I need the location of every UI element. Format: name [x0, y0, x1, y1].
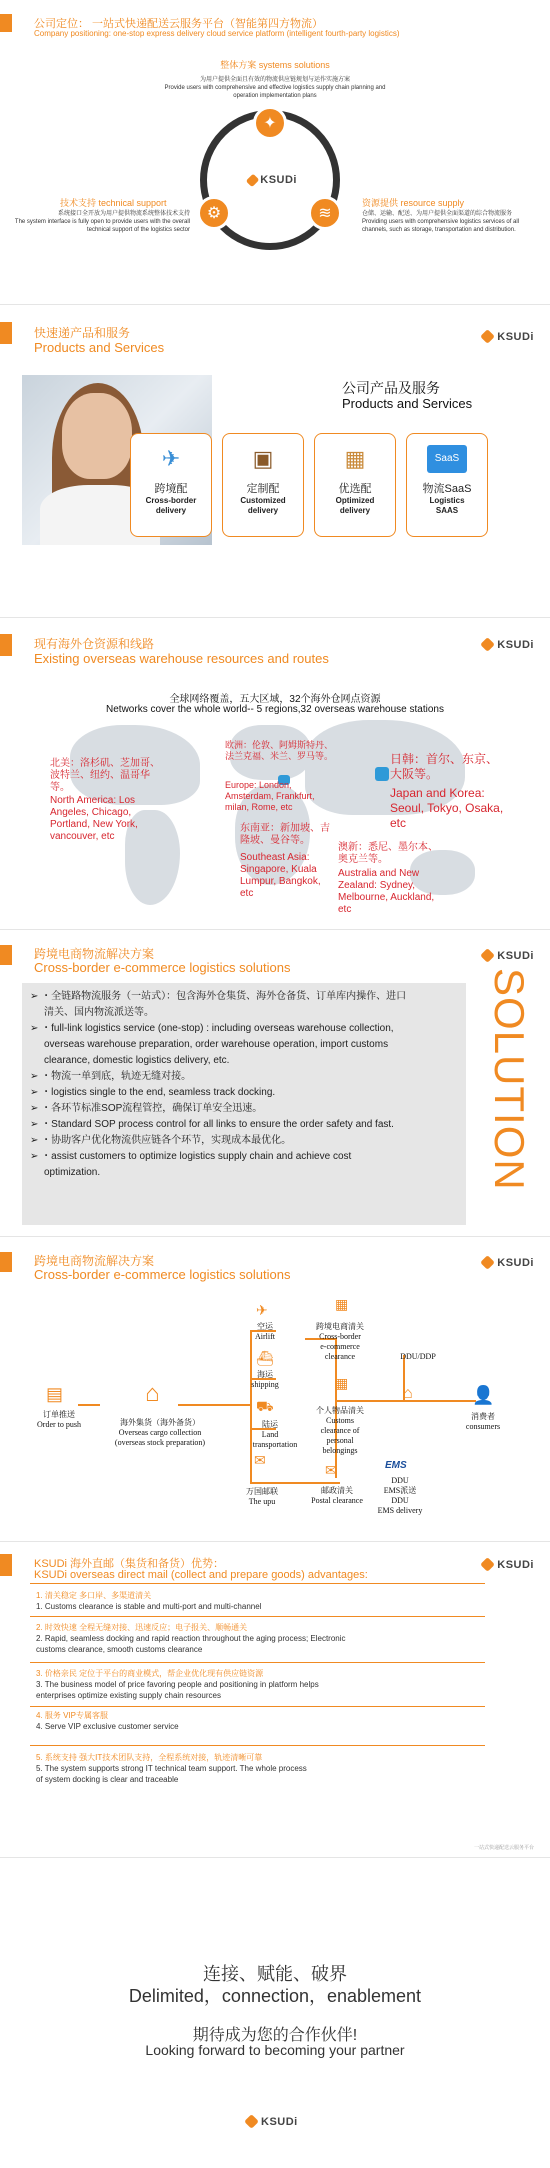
photo-face	[62, 393, 132, 479]
region-north-america-cn: 北美：洛杉矶、芝加哥、波特兰、纽约、温哥华等。	[50, 758, 160, 793]
product-name-cn: 跨境配	[154, 483, 188, 495]
flow-connector	[250, 1330, 252, 1482]
logo-text: KSUDi	[260, 174, 297, 186]
gear-icon: ⚙	[197, 196, 231, 230]
collection-cn: 海外集货（海外备货）	[120, 1418, 200, 1427]
ksudi-logo: KSUDi	[481, 638, 534, 651]
product-name-cn: 定制配	[246, 483, 280, 495]
ribbon-line	[30, 1706, 485, 1707]
region-japan-korea-en: Japan and Korea: Seoul, Tokyo, Osaka, etc	[390, 786, 504, 830]
slide-title-en: KSUDi overseas direct mail (collect and prepare goods) advantages:	[34, 1569, 368, 1581]
customs-icon: ▦	[335, 1296, 349, 1312]
logo-mark-icon	[480, 1557, 495, 1572]
upu-en: The upu	[248, 1497, 276, 1506]
solution-line: ➢ ・物流一单到底，轨迹无缝对接。	[30, 1071, 192, 1082]
cb-clearance-cn: 跨境电商清关	[316, 1322, 364, 1331]
upu-icon: ✉	[254, 1452, 266, 1468]
region-north-america-en: North America: Los Angeles, Chicago, Portland, New York, vancouver, etc	[50, 795, 138, 842]
shipping-en: shipping	[251, 1380, 279, 1389]
ems-logo: EMS	[385, 1460, 407, 1471]
region-europe-cn: 欧洲：伦敦、阿姆斯特丹、法兰克福、米兰、罗马等。	[225, 740, 334, 761]
solution-line: ➢ ・logistics single to the end, seamless track docking.	[30, 1087, 276, 1098]
advantage-item: 1. 清关稳定 多口岸、多渠道清关 1. Customs clearance is stable and multi-port and multi-channel	[36, 1591, 262, 1611]
boxes-icon: ▦	[344, 446, 366, 471]
region-australia-en: Australia and New Zealand: Sydney, Melbourne, Auckland, etc	[338, 868, 435, 915]
slide-title-cn: 公司定位： 一站式快递配送云服务平台（智能第四方物流）	[34, 18, 324, 30]
accent-bar	[0, 634, 12, 656]
ems-delivery-cn: EMS派送	[383, 1486, 417, 1495]
stack-icon: ≋	[308, 196, 342, 230]
network-icon: ✦	[253, 106, 287, 140]
advantage-item: 5. 系统支持 强大IT技术团队支持，全程系统对接，轨迹清晰可靠 5. The system supports strong IT technical team support. The whole process of system docking is clear and traceable	[36, 1753, 307, 1784]
consumer-cn: 消费者	[471, 1412, 495, 1421]
left-node-desc-en: The system interface is fully open to provide users with the overall technical support of the logistics sector	[14, 219, 190, 233]
airlift-en: Airlift	[255, 1332, 275, 1341]
warehouse-icon: ⌂	[145, 1380, 160, 1407]
right-node-heading: 资源提供 resource supply	[362, 198, 465, 208]
solution-line: overseas warehouse preparation, order warehouse operation, import customs	[44, 1039, 389, 1050]
ddu-ddp-label: DDU/DDP	[400, 1352, 436, 1361]
advantage-item: 2. 时效快速 全程无缝对接、迅速反应；电子报关、顺畅通关 2. Rapid, seamless docking and rapid reaction throughout the aging process; Electronic customs clearance, smooth customs clearance	[36, 1623, 346, 1654]
consumer-icon: 👤	[472, 1385, 495, 1405]
personal-clearance-en4: belongings	[322, 1446, 358, 1455]
coverage-en: Networks cover the whole world-- 5 regions,32 overseas warehouse stations	[106, 704, 444, 715]
products-heading-en: Products and Services	[342, 396, 473, 411]
product-card-saas[interactable]	[406, 433, 488, 537]
region-southeast-asia-en: Southeast Asia: Singapore, Kuala Lumpur, Bangkok, etc	[240, 852, 321, 899]
solution-line: ➢ ・各环节标准SOP流程管控，确保订单安全迅速。	[30, 1103, 263, 1114]
product-name-en: SAAS	[435, 506, 459, 515]
region-southeast-asia-cn: 东南亚：新加坡、吉隆坡、曼谷等。	[240, 823, 330, 846]
land-cn: 陆运	[262, 1420, 278, 1429]
personal-clearance-en3: personal	[326, 1436, 354, 1445]
logo-mark-icon	[480, 329, 495, 344]
accent-bar	[0, 322, 12, 344]
accent-bar	[0, 945, 12, 965]
slide-company-positioning	[0, 0, 550, 305]
consumer-en: consumers	[465, 1422, 501, 1431]
flow-connector	[78, 1404, 100, 1406]
document-icon: ▤	[46, 1384, 64, 1404]
accent-bar	[0, 1554, 12, 1576]
solution-list	[22, 983, 466, 1225]
product-name-en: delivery	[155, 506, 187, 515]
cb-clearance-en3: clearance	[324, 1352, 356, 1361]
slide-title-cn: 快速递产品和服务	[34, 326, 131, 340]
left-node-desc-cn: 系统接口全开放为用户提供物流系统整体技术支持	[57, 211, 190, 217]
product-name-en: Cross-border	[145, 496, 197, 505]
product-name-en: delivery	[247, 506, 279, 515]
ksudi-logo: KSUDi	[481, 1558, 534, 1571]
top-node-desc-en: Provide users with comprehensive and effective logistics supply chain planning and operation implementation plans	[164, 85, 386, 99]
accent-bar	[0, 1252, 12, 1272]
products-heading-cn: 公司产品及服务	[342, 380, 440, 396]
top-node-heading: 整体方案 systems solutions	[220, 60, 330, 70]
closing-logo: KSUDi	[245, 2115, 298, 2128]
solution-line: 清关、国内物流派送等。	[44, 1007, 154, 1018]
right-node-desc-cn: 仓储、运输、配送、为用户提供全面渠道的综合物流服务	[362, 211, 513, 217]
postal-clearance-cn: 邮政清关	[321, 1486, 353, 1495]
logo-mark-icon	[480, 948, 495, 963]
ksudi-logo: KSUDi	[481, 1256, 534, 1269]
ksudi-logo: KSUDi	[481, 949, 534, 962]
slide-title-en: Existing overseas warehouse resources and routes	[34, 651, 329, 666]
ems-ddu-1: DDU	[391, 1476, 409, 1485]
saas-icon: SaaS	[425, 439, 469, 479]
upu-cn: 万国邮联	[246, 1487, 278, 1496]
product-card-cross-border[interactable]	[130, 433, 212, 537]
slide-title-en: Products and Services	[34, 340, 165, 355]
customs-icon: ▦	[335, 1375, 349, 1391]
slide-title-cn: 跨境电商物流解决方案	[34, 947, 155, 961]
solution-line: ➢ ・assist customers to optimize logistics supply chain and achieve cost	[30, 1151, 352, 1162]
slide-title-en: Company positioning: one-stop express delivery cloud service platform (intelligent fourth-party logistics)	[34, 29, 400, 38]
cb-clearance-en1: Cross-border	[319, 1332, 361, 1341]
ribbon-line	[30, 1745, 485, 1746]
logo-mark-icon	[244, 2114, 259, 2129]
product-name-en: Optimized	[335, 496, 375, 505]
order-push-cn: 订单推送	[43, 1410, 75, 1419]
product-card-customized[interactable]	[222, 433, 304, 537]
logo-mark-icon	[246, 173, 260, 187]
flow-connector	[178, 1404, 250, 1406]
region-japan-korea-cn: 日韩：首尔、东京、大阪等。	[390, 752, 499, 781]
parcel-icon: ▣	[252, 446, 274, 471]
region-australia-cn: 澳新：悉尼、墨尔本、奥克兰等。	[338, 842, 438, 865]
airlift-cn: 空运	[257, 1322, 273, 1331]
ribbon-line	[30, 1616, 485, 1617]
advantage-item: 3. 价格亲民 定位于平台的商业模式，帮企业优化现有供应链资源 3. The business model of price favoring people and positioning in platform helps enterprises optimize existing supply chain resources	[36, 1669, 319, 1700]
region-europe-en: Europe: London, Amsterdam, Frankfurt, milan, Rome, etc	[225, 780, 315, 812]
center-logo	[247, 170, 297, 190]
solution-line: ➢ ・全链路物流服务（一站式）：包含海外仓集货、海外仓备货、订单库内操作、进口	[30, 991, 407, 1002]
solution-line: ➢ ・协助客户优化物流供应链各个环节，实现成本最优化。	[30, 1135, 292, 1146]
accent-bar	[0, 14, 12, 32]
ribbon-line	[30, 1662, 485, 1663]
top-node-desc-cn: 为用户提供全面且有效的物流供应链规划与运作实施方案	[199, 77, 350, 83]
collection-en1: Overseas cargo collection	[118, 1428, 202, 1437]
product-name-cn: 物流SaaS	[422, 483, 472, 495]
advantage-item: 4. 服务 VIP专属客服 4. Serve VIP exclusive customer service	[36, 1711, 179, 1731]
flow-connector	[250, 1482, 340, 1484]
cb-clearance-en2: e-commerce	[320, 1342, 360, 1351]
ship-icon: ⛴	[256, 1350, 274, 1366]
logo-mark-icon	[480, 637, 495, 652]
ksudi-logo: KSUDi	[481, 330, 534, 343]
airplane-icon: ✈	[256, 1302, 268, 1318]
slide-title-cn: 跨境电商物流解决方案	[34, 1254, 155, 1268]
solution-line: optimization.	[44, 1167, 101, 1178]
solution-vertical-word: SOLUTION	[486, 968, 533, 1191]
footnote: 一站式快递配送云服务平台	[473, 1845, 534, 1851]
ems-delivery-en: EMS delivery	[377, 1506, 423, 1515]
personal-clearance-en2: clearance of	[320, 1426, 360, 1435]
slide-title-en: Cross-border e-commerce logistics solutions	[34, 960, 291, 975]
closing-line2-cn: 期待成为您的合作伙伴!	[192, 2027, 358, 2044]
collection-en2: (overseas stock preparation)	[114, 1438, 206, 1447]
product-card-optimized[interactable]	[314, 433, 396, 537]
ems-ddu-2: DDU	[391, 1496, 409, 1505]
closing-line2-en: Looking forward to becoming your partner	[145, 2042, 405, 2058]
house-icon: ⌂	[403, 1385, 413, 1402]
slide-title-cn: KSUDi 海外直邮（集货和备货）优势：	[34, 1558, 225, 1570]
product-name-en: Customized	[240, 496, 286, 505]
truck-icon: ⛟	[256, 1398, 274, 1414]
ribbon-line	[30, 1583, 485, 1584]
right-node-desc-en: Providing users with comprehensive logistics services of all channels, such as storage, transportation and distribution.	[362, 219, 520, 233]
product-name-en: delivery	[339, 506, 371, 515]
postal-icon: ✉	[325, 1462, 337, 1478]
left-node-heading: 技术支持 technical support	[60, 198, 167, 208]
shipping-cn: 海运	[257, 1370, 273, 1379]
postal-clearance-en: Postal clearance	[311, 1496, 363, 1505]
asia-highlight	[375, 767, 389, 781]
solution-line: clearance, domestic logistics delivery, etc.	[44, 1055, 230, 1066]
solution-line: ➢ ・Standard SOP process control for all links to ensure the order safety and fast.	[30, 1119, 394, 1130]
airplane-icon: ✈	[161, 446, 181, 471]
product-name-en: Logistics	[429, 496, 465, 505]
land-en1: Land	[261, 1430, 279, 1439]
solution-line: ➢ ・full-link logistics service (one-stop) : including overseas warehouse collection,	[30, 1023, 394, 1034]
closing-line1-cn: 连接、赋能、破界	[203, 1964, 347, 1984]
land-en2: transportation	[252, 1440, 298, 1449]
personal-clearance-en1: Customs	[325, 1416, 354, 1425]
product-name-cn: 优选配	[338, 483, 372, 495]
closing-line1-en: Delimited，connection，enablement	[128, 1986, 422, 2006]
coverage-cn: 全球网络覆盖，五大区域，32个海外仓网点资源	[169, 694, 381, 705]
order-push-en: Order to push	[37, 1420, 81, 1429]
personal-clearance-cn: 个人物品清关	[316, 1406, 364, 1415]
logo-mark-icon	[480, 1255, 495, 1270]
slide-title-en: Cross-border e-commerce logistics solutions	[34, 1267, 291, 1282]
slide-title-cn: 现有海外仓资源和线路	[34, 637, 155, 651]
